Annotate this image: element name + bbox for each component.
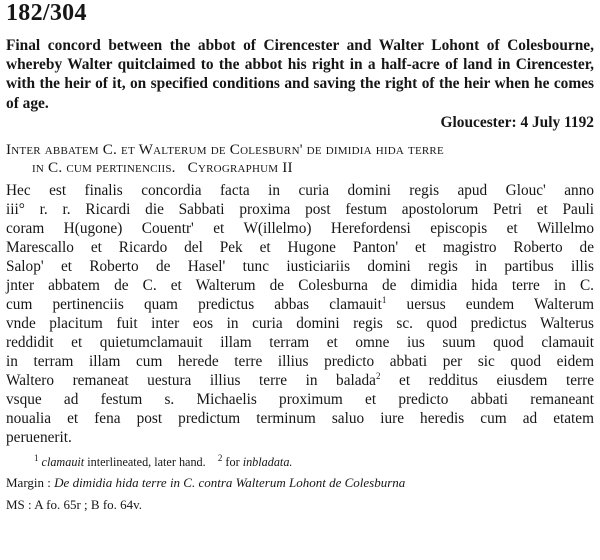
latin-line: Salop' et Roberto de Hasel' tunc iusticiariis domini regis in partibus illis <box>6 257 594 275</box>
latin-line: jnter abbatem de C. et Walterum de Colesburna de dimidia hida terre in C. <box>6 276 594 294</box>
latin-line: noualia et fena post predictum terminum saluo iure heredis cum ad etatem <box>6 409 594 427</box>
margin-label: Margin : <box>6 474 51 490</box>
latin-line: iii° r. r. Ricardi die Sabbati proxima post festum apostolorum Petri et Pauli <box>6 200 594 218</box>
latin-line: Marescallo et Ricardo del Pek et Hugone Panton' et magistro Roberto de <box>6 238 594 256</box>
latin-line-part: cum pertinenciis quam predictus abbas clamauit <box>6 295 382 313</box>
footnote-marker: 2 <box>375 370 381 381</box>
latin-line: in terram illam cum herede terre illius predicto abbati per sic quod eidem <box>6 352 594 370</box>
ms-label: MS : <box>6 496 32 512</box>
place-date: Gloucester: 4 July 1192 <box>440 113 594 131</box>
heading-line-1: Inter abbatem C. et Walterum de Colesburn' de dimidia hida terre <box>6 140 444 158</box>
latin-line: peruenerit. <box>6 428 72 446</box>
footnote-1-mark: 1 <box>34 452 39 463</box>
english-summary: Final concord between the abbot of Cirencester and Walter Lohont of Colesbourne, whereby Walter quitclaimed to the abbot his right in a half-acre of land in Cirencester, with the heir of it, on specified conditions and saving the right of the heir when he comes of age. <box>6 37 594 112</box>
footnotes <box>6 454 594 470</box>
latin-heading <box>6 141 594 178</box>
heading-line-2-text: in C. cum pertinenciis. <box>32 159 176 177</box>
heading-line-2 <box>6 159 594 178</box>
footnote-marker: 1 <box>381 294 387 305</box>
document-number: 182/304 <box>6 0 87 26</box>
ms-text: A fo. 65r ; B fo. 64v. <box>34 496 143 512</box>
latin-line: vnde placitum fuit inter eos in curia domini regis sc. quod predictus Walterus <box>6 314 594 332</box>
latin-line-part: et redditus eiusdem terre <box>380 371 594 389</box>
footnote-1-word: clamauit <box>41 454 85 469</box>
footnote-1-text: interlineated, later hand. <box>84 454 206 469</box>
margin-note <box>6 473 594 492</box>
latin-line: vsque ad festum s. Michaelis proximum et predicto abbati remaneant <box>6 390 594 408</box>
manuscripts-note <box>6 495 594 514</box>
latin-text <box>6 181 594 447</box>
latin-line: coram H(ugone) Couentr' et W(illelmo) Herefordensi episcopis et Willelmo <box>6 219 594 237</box>
footnote-2-text: for <box>222 454 243 469</box>
chirograph-label: Cyrographum II <box>187 159 293 177</box>
footnote-2-word: inbladata. <box>242 454 293 469</box>
latin-line <box>6 295 594 314</box>
latin-line-part: uersus eundem Walterum <box>386 295 594 313</box>
latin-line-part: Waltero remaneat uestura illius terre in balada <box>6 371 376 389</box>
margin-text: De dimidia hida terre in C. contra Walterum Lohont de Colesburna <box>54 474 406 490</box>
latin-line: reddidit et quietumclamauit illam terram et omne ius suum quod clamauit <box>6 333 594 351</box>
footnote-2-mark: 2 <box>217 452 223 463</box>
latin-line <box>6 371 594 390</box>
latin-line: Hec est finalis concordia facta in curia domini regis apud Glouc' anno <box>6 181 594 199</box>
